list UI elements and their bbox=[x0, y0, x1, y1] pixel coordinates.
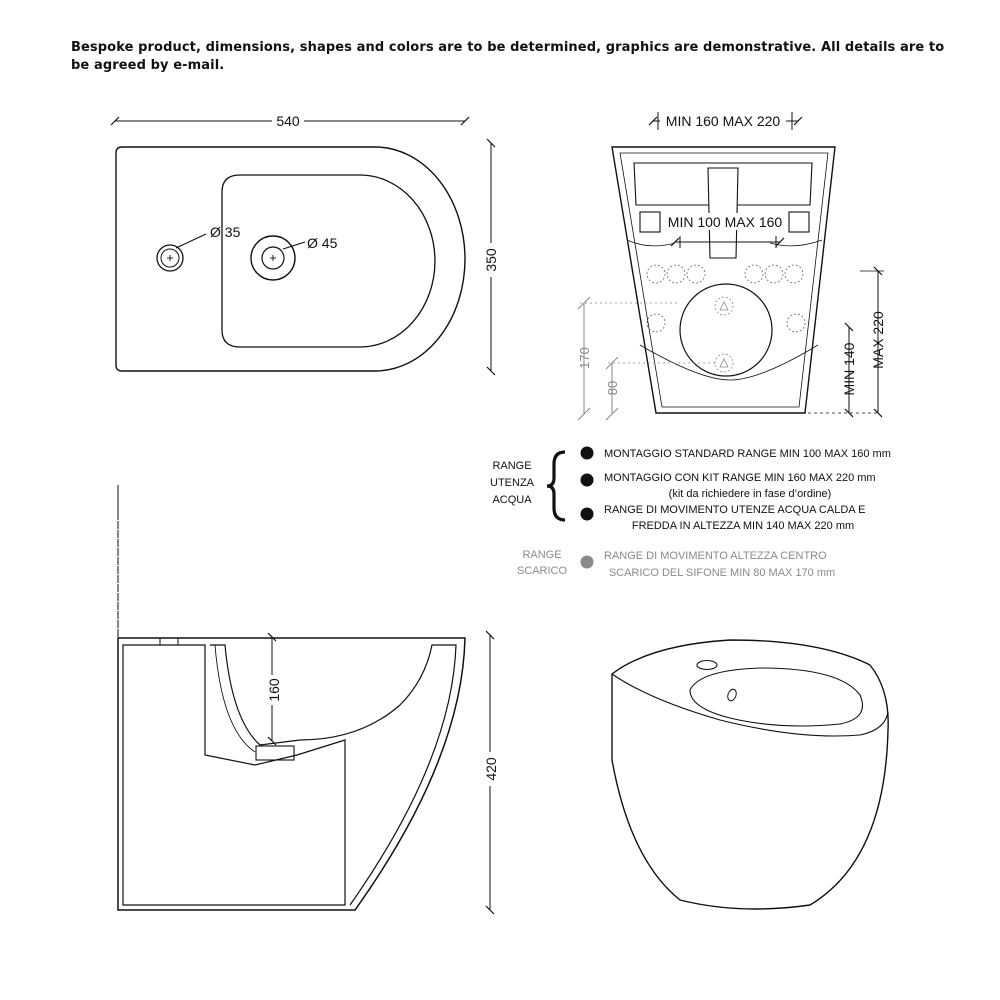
side-view bbox=[118, 485, 499, 910]
legend bbox=[490, 447, 891, 580]
side-drain-outlet bbox=[256, 746, 294, 760]
water-range-label-1: RANGE bbox=[492, 460, 532, 472]
drain-hole-diameter-label: Ø 45 bbox=[307, 235, 338, 251]
drain-high-label: 170 bbox=[577, 347, 592, 369]
legend-dot-kit bbox=[581, 474, 594, 487]
top-view-outline bbox=[116, 147, 465, 371]
top-view bbox=[115, 112, 500, 371]
legend-item-kit: MONTAGGIO CON KIT RANGE MIN 160 MAX 220 mm bbox=[604, 472, 876, 484]
water-range-label-3: ACQUA bbox=[492, 494, 532, 506]
perspective-tap-hole bbox=[697, 661, 717, 670]
side-view-bowl bbox=[210, 645, 456, 905]
top-view-bowl bbox=[222, 175, 435, 347]
legend-item-standard: MONTAGGIO STANDARD RANGE MIN 100 MAX 160 mm bbox=[604, 448, 891, 460]
disclaimer-note: Bespoke product, dimensions, shapes and colors are to be determined, graphics are demonstrative. All details are to be agreed by e-mail. bbox=[71, 40, 945, 73]
perspective-view bbox=[612, 640, 888, 909]
water-range-label-2: UTENZA bbox=[490, 477, 534, 489]
side-view-outline bbox=[118, 638, 465, 910]
legend-dot-drain bbox=[581, 556, 594, 569]
top-range-label: MIN 160 MAX 220 bbox=[665, 113, 781, 129]
depth-dimension-label: 350 bbox=[483, 248, 499, 272]
side-view-inner-wall bbox=[123, 645, 345, 905]
legend-dot-standard bbox=[581, 447, 594, 460]
perspective-bowl-opening bbox=[690, 668, 863, 726]
drain-low-label: 80 bbox=[605, 380, 620, 396]
perspective-overflow-hole bbox=[726, 688, 738, 702]
legend-item-drain-2: SCARICO DEL SIFONE MIN 80 MAX 170 mm bbox=[608, 567, 836, 579]
height-min-label: MIN 140 bbox=[841, 342, 857, 396]
width-dimension-label: 540 bbox=[276, 113, 300, 129]
legend-item-water-height-2: FREDDA IN ALTEZZA MIN 140 MAX 220 mm bbox=[631, 520, 855, 532]
legend-item-kit-note: (kit da richiedere in fase d’ordine) bbox=[668, 488, 832, 500]
height-dimension-label: 420 bbox=[483, 757, 499, 781]
front-view bbox=[577, 112, 886, 420]
drain-range-label-2: SCARICO bbox=[516, 565, 568, 577]
legend-dot-water-height bbox=[581, 508, 594, 521]
legend-item-water-height-1: RANGE DI MOVIMENTO UTENZE ACQUA CALDA E bbox=[604, 504, 866, 516]
legend-brace bbox=[547, 452, 565, 520]
perspective-body-outline bbox=[612, 640, 888, 909]
drain-range-label-1: RANGE bbox=[522, 549, 562, 561]
height-max-label: MAX 220 bbox=[870, 311, 886, 369]
inner-range-label: MIN 100 MAX 160 bbox=[667, 214, 783, 230]
tap-hole-diameter-label: Ø 35 bbox=[210, 224, 241, 240]
bowl-depth-label: 160 bbox=[266, 678, 282, 702]
legend-item-drain-1: RANGE DI MOVIMENTO ALTEZZA CENTRO bbox=[604, 550, 827, 562]
